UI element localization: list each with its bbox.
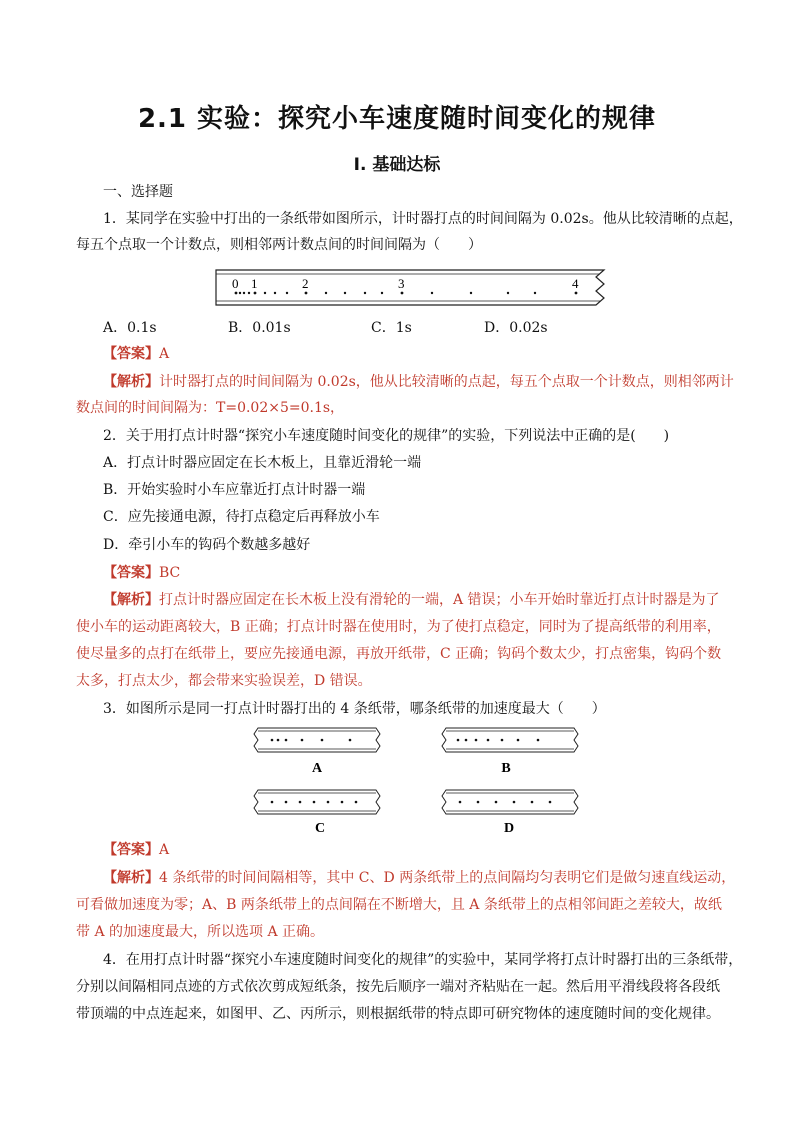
tape-dot [534, 292, 536, 294]
q2-option-b: B．开始实验时小车应靠近打点计时器一端 [103, 482, 366, 498]
tape-label-2: 2 [302, 276, 309, 291]
q2-option-c: C．应先接通电源，待打点稳定后再释放小车 [103, 509, 380, 525]
tape-dot [470, 292, 472, 294]
tape-dot [344, 292, 346, 294]
tape-dot [507, 292, 509, 294]
tape-dot [254, 292, 257, 295]
tape-dot [364, 292, 366, 294]
q4-stem-line1: 4．在用打点计时器“探究小车速度随时间变化的规律”的实验中，某同学将打点计时器打出的三条纸带， [103, 952, 743, 968]
tape-dot [286, 292, 288, 294]
tape-label-0: 0 [232, 276, 239, 291]
tape-dot [274, 292, 276, 294]
q3-explanation-line1: 【解析】4 条纸带的时间间隔相等，其中 C、D 两条纸带上的点间隔均匀表明它们是做匀速直线运动， [103, 870, 736, 886]
tape-dot [381, 292, 383, 294]
q1-stem-line2: 每五个点取一个计数点，则相邻两计数点间的时间间隔为（ ） [76, 237, 482, 253]
q3-tapes-figure [250, 724, 590, 840]
q4-stem-line2: 分别以间隔相同点迹的方式依次剪成短纸条，按先后顺序一端对齐粘贴在一起。然后用平滑线段将各段纸 [76, 979, 720, 995]
q1-explanation-line2: 数点间的时间间隔为：T=0.02×5=0.1s， [76, 400, 345, 416]
q3-explanation-line3: 带 A 的加速度最大，所以选项 A 正确。 [76, 924, 325, 940]
tape-label-b: B [501, 761, 511, 776]
tape-d [442, 790, 578, 814]
section-heading: Ⅰ. 基础达标 [353, 155, 441, 175]
explanation-tag: 【解析】 [103, 374, 159, 390]
tape-label-3: 3 [398, 276, 405, 291]
q1-answer [103, 344, 169, 364]
q4-stem-line3: 带顶端的中点连起来，如图甲、乙、丙所示，则根据纸带的特点即可研究物体的速度随时间的变化规律。 [76, 1006, 720, 1022]
tape-dot [243, 292, 245, 294]
q1-option-c: C．1s [371, 320, 412, 336]
q2-option-a: A．打点计时器应固定在长木板上，且靠近滑轮一端 [103, 455, 422, 471]
q1-option-b: B．0.01s [228, 320, 291, 336]
tape-label-4: 4 [572, 276, 579, 291]
page-title: 2.1 实验：探究小车速度随时间变化的规律 [137, 104, 657, 134]
q2-answer: 【答案】BC [103, 565, 181, 581]
tape-a [254, 728, 380, 752]
q1-explanation-line1: 【解析】计时器打点的时间间隔为 0.02s，他从比较清晰的点起，每五个点取一个计数点，则相邻两计 [103, 374, 734, 390]
tape-c [254, 790, 380, 814]
tape-dot [239, 292, 241, 294]
q3-answer: 【答案】A [103, 842, 170, 858]
tape-dot [305, 292, 308, 295]
q1-stem-line1: 1．某同学在实验中打出的一条纸带如图所示，计时器打点的时间间隔为 0.02s。他从比较清晰的点起， [103, 211, 743, 227]
tape-dot [325, 292, 327, 294]
tape-dot [575, 292, 578, 295]
q3-stem: 3．如图所示是同一打点计时器打出的 4 条纸带，哪条纸带的加速度最大（ ） [103, 701, 606, 717]
q2-option-d: D．牵引小车的钩码个数越多越好 [103, 537, 311, 553]
tape-label-c: C [314, 821, 326, 836]
q1-paper-tape-figure [212, 266, 612, 310]
tape-dot [235, 292, 238, 295]
tape-label-d: D [503, 821, 515, 836]
answer-value: A [159, 346, 170, 362]
answer-tag: 【答案】 [103, 346, 159, 362]
tape-b [442, 728, 578, 752]
tape-label-a: A [311, 761, 323, 776]
q2-explanation-line1: 【解析】打点计时器应固定在长木板上没有滑轮的一端，A 错误；小车开始时靠近打点计时器是为了 [103, 592, 720, 608]
tape-dot [401, 292, 404, 295]
q2-explanation-line4: 太多，打点太少，都会带来实验误差，D 错误。 [76, 673, 372, 689]
q2-explanation-line3: 使尽量多的点打在纸带上，要应先接通电源，再放开纸带，C 正确；钩码个数太少，打点密集，钩码个数 [76, 646, 722, 662]
tape-dot [248, 292, 250, 294]
tape-dot [264, 292, 266, 294]
q1-option-a: A．0.1s [103, 320, 157, 336]
q2-explanation-line2: 使小车的运动距离较大，B 正确；打点计时器在使用时，为了使打点稳定，同时为了提高纸带的利用率， [76, 619, 721, 635]
tape-dot [431, 292, 433, 294]
tape-label-1: 1 [251, 276, 258, 291]
q2-stem: 2．关于用打点计时器“探究小车速度随时间变化的规律”的实验，下列说法中正确的是( ) [103, 428, 670, 444]
part-heading: 一、选择题 [103, 184, 173, 200]
q3-explanation-line2: 可看做加速度为零；A、B 两条纸带上的点间隔在不断增大，且 A 条纸带上的点相邻间距之差较大，故纸 [76, 897, 722, 913]
q1-option-d: D．0.02s [484, 320, 548, 336]
